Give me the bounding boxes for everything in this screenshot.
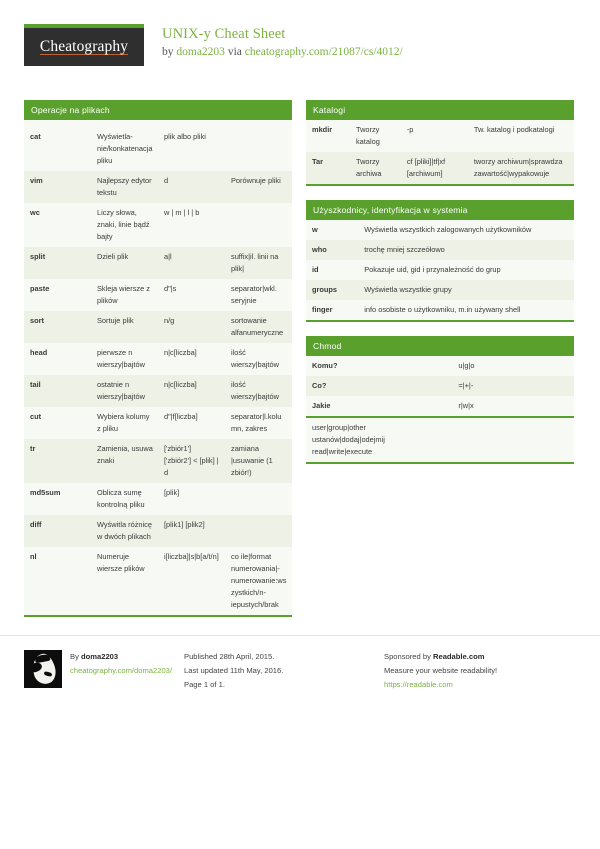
table-row [24,483,292,515]
avatar [24,650,62,688]
row-key: cut [24,407,91,439]
published-date: Published 28th April, 2015. [184,651,275,661]
sponsor-name: Readable.com [432,651,485,661]
table-row [24,171,292,203]
table-row [306,356,574,376]
row-key: tr [24,439,91,483]
row-value [225,203,292,247]
table-block [306,200,574,322]
table-row [24,515,292,547]
row-value: sortowanie alfanumeryczne [225,311,292,343]
row-value: Skleja wiersze z plików [91,279,158,311]
logo-text: Cheatography [39,37,129,55]
sponsor-tagline: Measure your website readability! [384,665,498,675]
row-value: Tw. katalog i podkatalogi [468,120,574,152]
left-column [24,100,292,631]
row-value: n/g [158,311,225,343]
row-key: head [24,343,91,375]
note-row [306,417,574,462]
table-row [24,407,292,439]
row-key: vim [24,171,91,203]
footer-profile-link[interactable]: cheatography.com/doma2203/ [70,665,173,675]
page-count: Page 1 of 1. [184,679,225,689]
table-block [306,100,574,186]
row-value: u|g|o [452,356,574,376]
row-key: finger [306,300,358,320]
table-row [24,343,292,375]
row-value: Wyświetla wszystkie grupy [358,280,574,300]
sponsored-prefix: Sponsored by [384,651,433,661]
note-line: ustanów|dodaj|odejmij [312,434,385,444]
table-row [306,260,574,280]
row-key: nl [24,547,91,615]
table-row [24,311,292,343]
row-key: wc [24,203,91,247]
row-value: [plik] [158,483,225,515]
footer-sponsor-block [384,650,574,692]
block-title: Katalogi [306,100,574,120]
table-row [306,240,574,260]
row-key: split [24,247,91,279]
row-value: Oblicza sumę kontrolną pliku [91,483,158,515]
row-key: groups [306,280,358,300]
row-value: Wyświtla różnicę w dwóch plikach [91,515,158,547]
table-row [24,203,292,247]
row-value: plik albo pliki [158,127,225,171]
note-cell [306,417,574,462]
table-row [24,279,292,311]
row-value: Zamienia, usuwa znaki [91,439,158,483]
note-line: read|write|execute [312,446,373,456]
row-value: Najlepszy edytor tekstu [91,171,158,203]
row-value: ostatnie n wierszy|bajtów [91,375,158,407]
row-value: pierwsze n wierszy|bajtów [91,343,158,375]
data-table [306,120,574,184]
table-row [306,280,574,300]
row-value: a|l [158,247,225,279]
row-key: sort [24,311,91,343]
row-value: Wyświetlanie/konkatenacja pliku [91,127,158,171]
table-block [24,100,292,617]
row-value: ilość wierszy|bajtów [225,343,292,375]
row-value: Wybiera kolumy z pliku [91,407,158,439]
row-value: tworzy archiwum|sprawdza zawartość|wypakowuje [468,152,574,184]
content-columns [0,86,600,631]
row-key: who [306,240,358,260]
table-row [306,120,574,152]
footer-author-name: doma2203 [80,651,119,661]
table-row [306,152,574,184]
table-row [306,396,574,417]
table-row [306,220,574,240]
row-value: Dzieli plik [91,247,158,279]
row-value: Wyświetla wszystkich zalogowanych użytkowników [358,220,574,240]
spacer-cell [24,120,292,127]
title-block [162,24,403,58]
row-value [225,483,292,515]
row-value: suffix|il. linii na plik| [225,247,292,279]
data-table [306,356,574,462]
row-value: d [158,171,225,203]
block-title: Użyszkodnicy, identyfikacja w systemia [306,200,574,220]
footer-author-block [24,650,184,692]
page-title: UNIX-y Cheat Sheet [162,26,286,42]
footer-by-label: By [70,651,81,661]
row-key: paste [24,279,91,311]
row-value: zamiana |usuwanie (1 zbiór!) [225,439,292,483]
table-row [24,547,292,615]
row-key: Komu? [306,356,452,376]
row-value: trochę mniej szczeółowo [358,240,574,260]
sponsor-url-link[interactable]: https://readable.com [384,679,453,689]
cheatography-logo[interactable] [24,24,144,66]
row-value: ilość wierszy|bajtów [225,375,292,407]
row-key: id [306,260,358,280]
row-key: md5sum [24,483,91,515]
row-value: separator|wkl. seryjnie [225,279,292,311]
byline [162,46,403,58]
table-row [306,376,574,396]
row-value: w | m | l | b [158,203,225,247]
row-key: Jakie [306,396,452,417]
row-value: Numeruje wiersze plików [91,547,158,615]
page-footer [0,635,600,692]
right-column [306,100,574,478]
footer-dates-block [184,650,384,692]
table-row [24,247,292,279]
table-row [306,300,574,320]
table-row [24,127,292,171]
row-value: ['zbiór1'] ['zbiór2'] < [plik] | d [158,439,225,483]
row-key: tail [24,375,91,407]
row-value: Liczy słowa, znaki, linie bądź bajty [91,203,158,247]
block-title: Operacje na plikach [24,100,292,120]
sponsor-line [384,650,574,664]
updated-date: Last updated 11th May, 2016. [184,665,284,675]
row-key: Tar [306,152,350,184]
row-value: Pokazuje uid, gid i przynależność do grup [358,260,574,280]
row-value: Porównuje pliki [225,171,292,203]
row-value: separator|l.kolumn, zakres [225,407,292,439]
row-value: =|+|- [452,376,574,396]
table-row [24,439,292,483]
table-block [306,336,574,464]
row-value: info osobiste o użytkowniku, m.in używany shell [358,300,574,320]
row-value: i[liczba]|s|b[a/t/n] [158,547,225,615]
row-value: Tworzy archiwa [350,152,401,184]
row-value: Sortuje plik [91,311,158,343]
page-header [0,0,600,86]
row-value: n|c[liczba] [158,343,225,375]
row-value [225,515,292,547]
note-line: user|group|other [312,422,366,432]
row-key: Co? [306,376,452,396]
byline-prefix: by [162,46,177,58]
row-key: w [306,220,358,240]
footer-author-line [70,650,172,664]
row-value: r|w|x [452,396,574,417]
row-key: cat [24,127,91,171]
row-value: cf [pliki]|tf|xf [archiwum] [401,152,468,184]
source-url-link[interactable]: cheatography.com/21087/cs/4012/ [244,46,403,58]
spacer-row [24,120,292,127]
row-key: mkdir [306,120,350,152]
row-value: co ile|format numerowania|numerowanie:wszystkich/niepustych/brak [225,547,292,615]
row-value [225,127,292,171]
byline-via: via [224,46,245,58]
block-title: Chmod [306,336,574,356]
table-row [24,375,292,407]
author-link[interactable]: doma2203 [176,46,225,58]
row-value: [plik1] [plik2] [158,515,225,547]
row-value: n|c[liczba] [158,375,225,407]
footer-author-text [70,650,172,692]
row-value: Tworzy katalog [350,120,401,152]
data-table [24,120,292,615]
row-value: -p [401,120,468,152]
data-table [306,220,574,320]
row-value: d"|s [158,279,225,311]
row-value: d"|f[liczba] [158,407,225,439]
row-key: diff [24,515,91,547]
